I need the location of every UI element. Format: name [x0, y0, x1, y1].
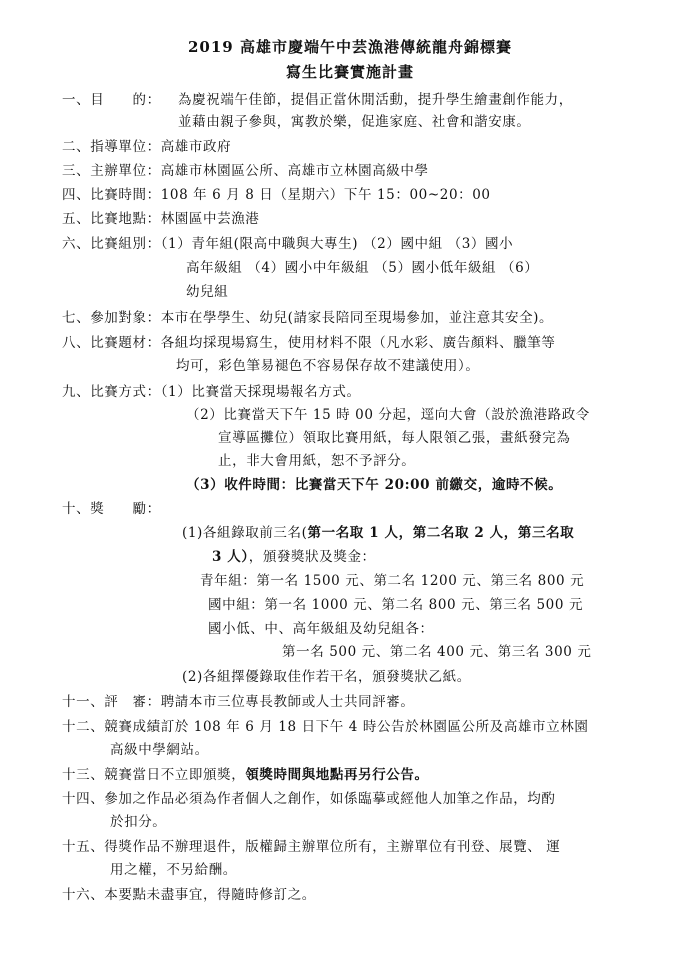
- section-12-line-2: 高級中學網站。: [110, 742, 209, 758]
- section-10-line-1-bold: 第一名取 1 人，第二名取 2 人，第三名取: [307, 525, 575, 541]
- section-1-label: 一、目 的：: [62, 92, 161, 108]
- section-2: 二、指導單位：高雄市政府: [62, 139, 232, 155]
- section-14-line-2: 於扣分。: [110, 814, 167, 830]
- section-1-line-2: 並藉由親子參與，寓教於樂，促進家庭、社會和諧安康。: [178, 114, 531, 130]
- section-10-line-1-prefix: (1)各組錄取前三名(: [182, 525, 308, 541]
- section-7: 七、參加對象：本市在學學生、幼兒(請家長陪同至現場參加，並注意其安全)。: [62, 310, 554, 326]
- section-6-line-3: 幼兒組: [186, 284, 229, 300]
- section-10-line-2: [212, 545, 376, 565]
- section-10-label: 十、獎 勵：: [62, 501, 161, 517]
- section-8-line-1: 八、比賽題材：各組均採現場寫生，使用材料不限（凡水彩、廣告顏料、臘筆等: [62, 335, 556, 351]
- section-13-text: 十三、競賽當日不立即頒獎，: [62, 767, 246, 783]
- prize-elementary-amounts: 第一名 500 元、第二名 400 元、第三名 300 元: [282, 644, 592, 660]
- section-8-line-2: 均可，彩色筆易褪色不容易保存故不建議使用）。: [176, 358, 480, 374]
- section-12-line-1: 十二、競賽成績訂於 108 年 6 月 18 日下午 4 時公告於林園區公所及高雄市立林園: [62, 719, 589, 735]
- section-4: 四、比賽時間：108 年 6 月 8 日（星期六）下午 15：00~20：00: [62, 187, 491, 203]
- document-title: 2019 高雄市慶端午中芸漁港傳統龍舟錦標賽: [188, 38, 512, 56]
- prize-youth: 青年組：第一名 1500 元、第二名 1200 元、第三名 800 元: [200, 573, 585, 589]
- section-9-line-1: 九、比賽方式：（1）比賽當天採現場報名方式。: [62, 384, 361, 400]
- section-6-line-1: 六、比賽組別：（1）青年組(限高中職與大專生) （2）國中組 （3）國小: [62, 236, 514, 252]
- section-10-line-1: [182, 521, 574, 541]
- section-10-line-2-bold: 3 人）: [212, 549, 249, 565]
- section-3: 三、主辦單位：高雄市林園區公所、高雄市立林園高級中學: [62, 163, 429, 179]
- section-13-bold: 領獎時間與地點再另行公告。: [245, 767, 429, 783]
- section-10-honorable: (2)各組擇優錄取佳作若干名，頒發獎狀乙紙。: [182, 669, 471, 685]
- section-5: 五、比賽地點：林園區中芸漁港: [62, 211, 260, 227]
- section-1-line-1: 為慶祝端午佳節，提倡正當休閒活動，提升學生繪畫創作能力，: [178, 92, 573, 108]
- section-11: 十一、評 審：聘請本市三位專長教師或人士共同評審。: [62, 694, 415, 710]
- prize-junior-high: 國中組：第一名 1000 元、第二名 800 元、第三名 500 元: [208, 597, 584, 613]
- section-10-line-2-rest: ，頒發獎狀及獎金：: [248, 549, 376, 565]
- section-6-line-2: 高年級組 （4）國小中年級組 （5）國小低年級組 （6）: [186, 260, 539, 276]
- section-9-line-2: （2）比賽當天下午 15 時 00 分起，逕向大會（設於漁港路政令: [186, 407, 590, 423]
- document-subtitle: 寫生比賽實施計畫: [285, 63, 414, 81]
- section-15-line-1: 十五、得獎作品不辦理退件，版權歸主辦單位所有，主辦單位有刊登、展覽、 運: [62, 839, 561, 855]
- section-15-line-2: 用之權，不另給酬。: [110, 862, 237, 878]
- section-9-line-4: 止，非大會用紙，恕不予評分。: [218, 453, 416, 469]
- section-9-line-3: 宣導區攤位）領取比賽用紙，每人限領乙張，畫紙發完為: [218, 430, 571, 446]
- section-9-line-5: （3）收件時間：比賽當天下午 20:00 前繳交，逾時不候。: [186, 477, 563, 493]
- section-14-line-1: 十四、參加之作品必須為作者個人之創作，如係臨摹或經他人加筆之作品，均酌: [62, 791, 556, 807]
- section-16: 十六、本要點未盡事宜，得隨時修訂之。: [62, 887, 316, 903]
- prize-elementary-label: 國小低、中、高年級組及幼兒組各：: [208, 621, 434, 637]
- section-13: [62, 763, 429, 783]
